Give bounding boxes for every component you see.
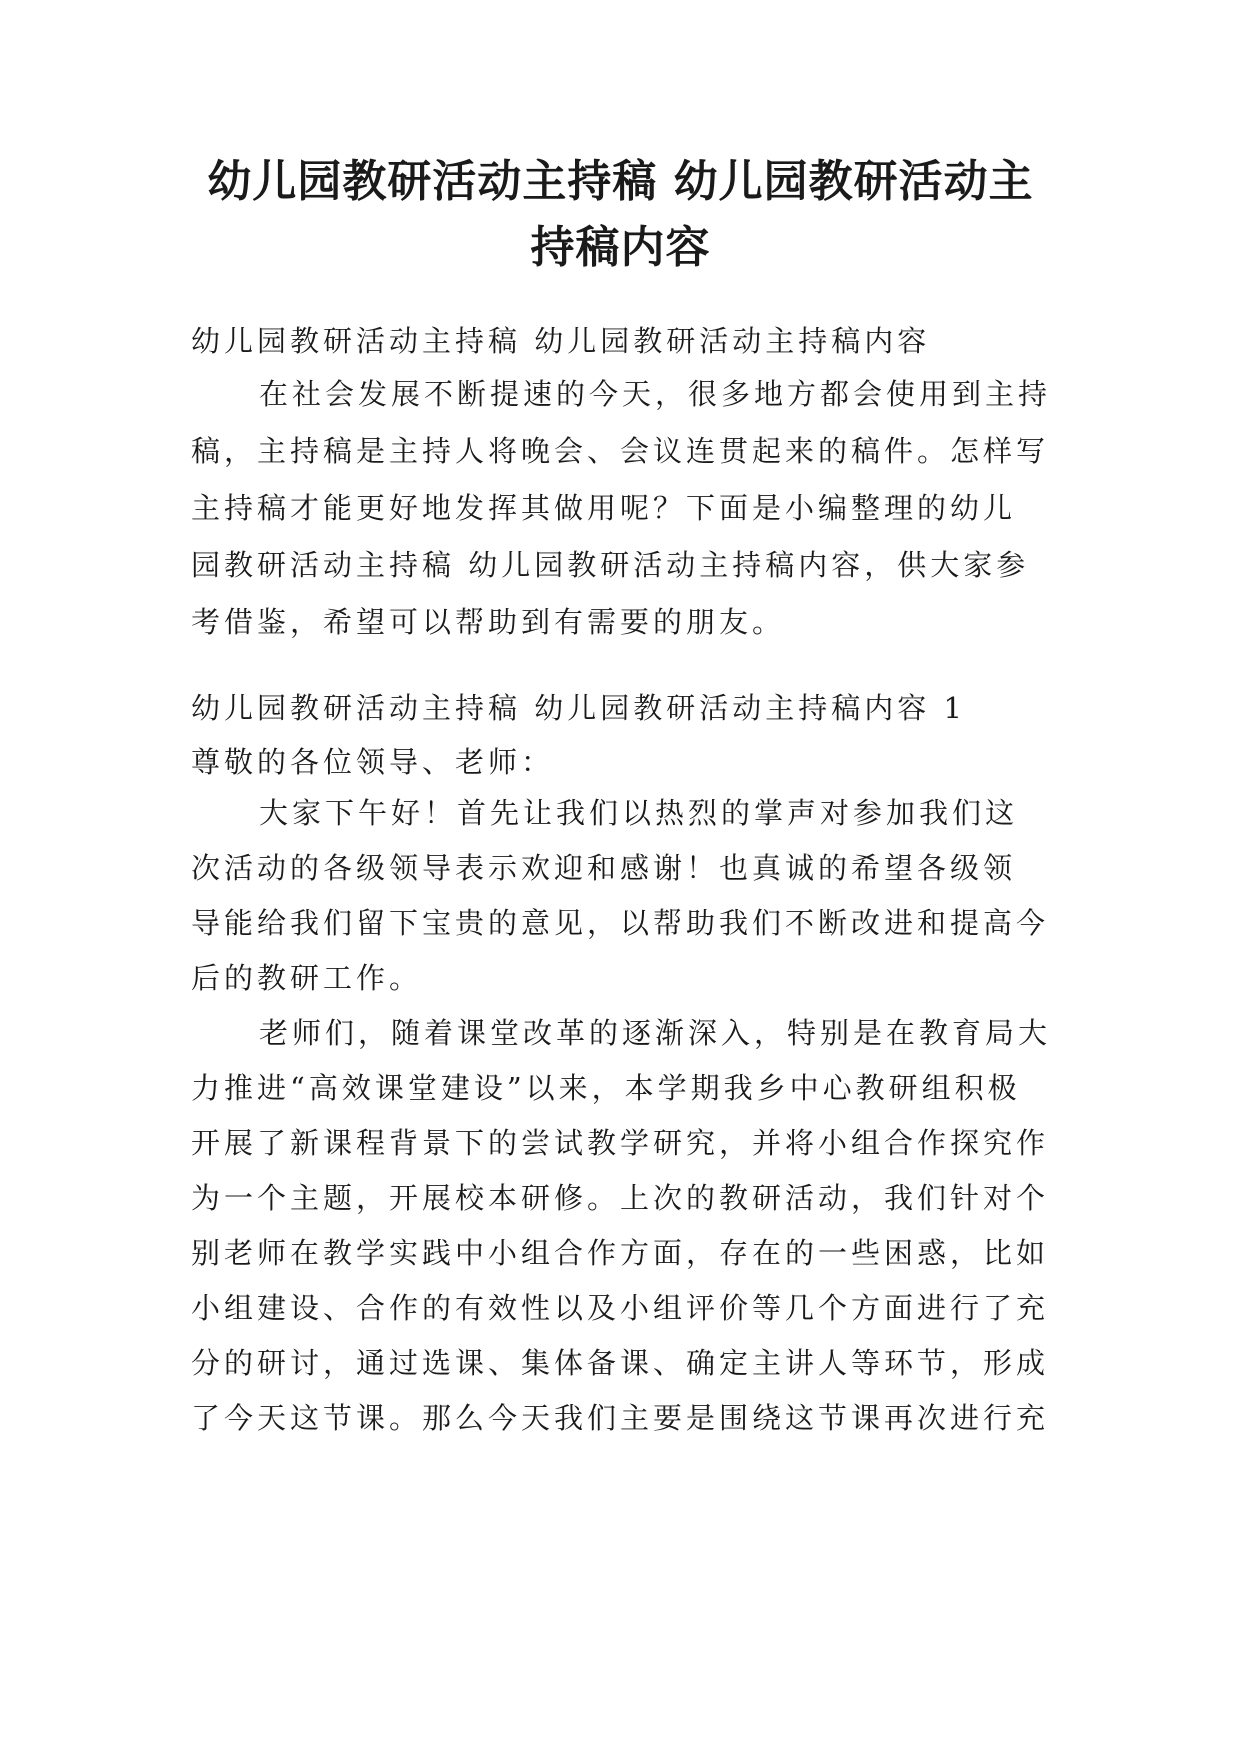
paragraph-line: 导能给我们留下宝贵的意见，以帮助我们不断改进和提高今 — [191, 906, 1050, 940]
paragraph-line: 小组建设、合作的有效性以及小组评价等几个方面进行了充 — [191, 1291, 1050, 1325]
paragraph-line: 力推进“高效课堂建设”以来，本学期我乡中心教研组积极 — [191, 1071, 1021, 1105]
paragraph-line: 了今天这节课。那么今天我们主要是围绕这节课再次进行充 — [191, 1401, 1050, 1435]
section-heading: 幼儿园教研活动主持稿 幼儿园教研活动主持稿内容 1 — [191, 691, 966, 725]
intro-line: 在社会发展不断提速的今天，很多地方都会使用到主持 — [259, 377, 1052, 411]
paragraph-line: 分的研讨，通过选课、集体备课、确定主讲人等环节，形成 — [191, 1346, 1050, 1380]
paragraph-line: 老师们，随着课堂改革的逐渐深入，特别是在教育局大 — [259, 1016, 1052, 1050]
paragraph-line: 开展了新课程背景下的尝试教学研究，并将小组合作探究作 — [191, 1126, 1050, 1160]
paragraph-line: 别老师在教学实践中小组合作方面，存在的一些困惑，比如 — [191, 1236, 1050, 1270]
paragraph-line: 次活动的各级领导表示欢迎和感谢！也真诚的希望各级领 — [191, 851, 1017, 885]
paragraph-line: 为一个主题，开展校本研修。上次的教研活动，我们针对个 — [191, 1181, 1050, 1215]
paragraph-line: 后的教研工作。 — [191, 961, 423, 995]
intro-line: 园教研活动主持稿 幼儿园教研活动主持稿内容，供大家参 — [191, 548, 1030, 582]
intro-line: 主持稿才能更好地发挥其做用呢？下面是小编整理的幼儿 — [191, 491, 1017, 525]
intro-heading: 幼儿园教研活动主持稿 幼儿园教研活动主持稿内容 — [191, 324, 931, 358]
document-title-line-2: 持稿内容 — [530, 222, 711, 273]
intro-line: 考借鉴，希望可以帮助到有需要的朋友。 — [191, 605, 786, 639]
salutation: 尊敬的各位领导、老师： — [191, 745, 555, 779]
document-title-line-1: 幼儿园教研活动主持稿 幼儿园教研活动主 — [207, 156, 1034, 207]
intro-line: 稿，主持稿是主持人将晚会、会议连贯起来的稿件。怎样写 — [191, 434, 1050, 468]
paragraph-line: 大家下午好！首先让我们以热烈的掌声对参加我们这 — [259, 796, 1019, 830]
